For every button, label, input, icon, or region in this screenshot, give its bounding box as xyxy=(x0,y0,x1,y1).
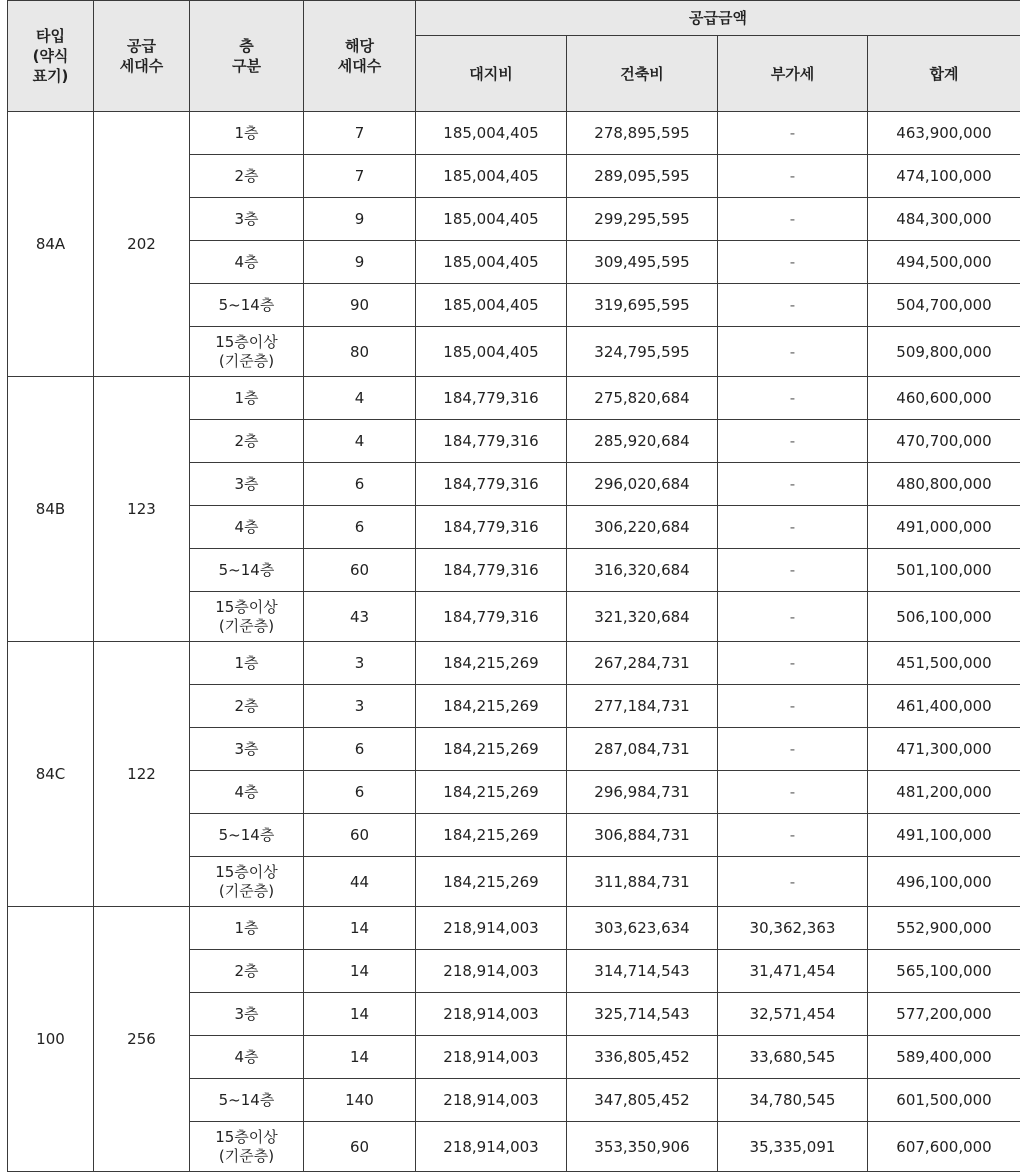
households-cell: 44 xyxy=(304,857,416,907)
floor-cell: 15층이상 (기준층) xyxy=(190,857,304,907)
building-cost-cell: 314,714,543 xyxy=(567,950,718,993)
land-cost-cell: 218,914,003 xyxy=(416,1036,567,1079)
table-row xyxy=(8,377,1020,420)
building-cost-cell: 311,884,731 xyxy=(567,857,718,907)
land-cost-cell: 218,914,003 xyxy=(416,1079,567,1122)
building-cost-cell: 325,714,543 xyxy=(567,993,718,1036)
building-cost-cell: 278,895,595 xyxy=(567,112,718,155)
vat-cell: - xyxy=(718,685,868,728)
households-cell: 14 xyxy=(304,950,416,993)
vat-cell: - xyxy=(718,642,868,685)
households-cell: 9 xyxy=(304,241,416,284)
vat-cell: - xyxy=(718,549,868,592)
households-cell: 6 xyxy=(304,771,416,814)
land-cost-cell: 184,215,269 xyxy=(416,685,567,728)
building-cost-cell: 347,805,452 xyxy=(567,1079,718,1122)
vat-cell: - xyxy=(718,198,868,241)
vat-cell: - xyxy=(718,506,868,549)
type-cell: 84C xyxy=(8,642,94,907)
floor-cell: 1층 xyxy=(190,907,304,950)
total-cell: 460,600,000 xyxy=(868,377,1020,420)
total-cell: 504,700,000 xyxy=(868,284,1020,327)
total-cell: 509,800,000 xyxy=(868,327,1020,377)
vat-cell: - xyxy=(718,420,868,463)
floor-cell: 2층 xyxy=(190,685,304,728)
floor-cell: 3층 xyxy=(190,993,304,1036)
floor-cell: 1층 xyxy=(190,642,304,685)
table-row xyxy=(8,112,1020,155)
building-cost-cell: 277,184,731 xyxy=(567,685,718,728)
households-cell: 14 xyxy=(304,1036,416,1079)
header-supply-households: 공급 세대수 xyxy=(94,1,190,112)
households-cell: 4 xyxy=(304,377,416,420)
households-cell: 90 xyxy=(304,284,416,327)
building-cost-cell: 287,084,731 xyxy=(567,728,718,771)
vat-cell: - xyxy=(718,241,868,284)
total-cell: 491,100,000 xyxy=(868,814,1020,857)
floor-cell: 5~14층 xyxy=(190,549,304,592)
land-cost-cell: 184,215,269 xyxy=(416,728,567,771)
land-cost-cell: 185,004,405 xyxy=(416,284,567,327)
households-cell: 3 xyxy=(304,642,416,685)
table-row xyxy=(8,907,1020,950)
total-cell: 494,500,000 xyxy=(868,241,1020,284)
households-cell: 9 xyxy=(304,198,416,241)
floor-cell: 3층 xyxy=(190,463,304,506)
households-cell: 6 xyxy=(304,506,416,549)
households-cell: 14 xyxy=(304,993,416,1036)
total-cell: 589,400,000 xyxy=(868,1036,1020,1079)
floor-cell: 15층이상 (기준층) xyxy=(190,327,304,377)
building-cost-cell: 306,220,684 xyxy=(567,506,718,549)
building-cost-cell: 285,920,684 xyxy=(567,420,718,463)
households-cell: 43 xyxy=(304,592,416,642)
building-cost-cell: 306,884,731 xyxy=(567,814,718,857)
table-row xyxy=(8,642,1020,685)
households-cell: 60 xyxy=(304,814,416,857)
total-cell: 480,800,000 xyxy=(868,463,1020,506)
households-cell: 60 xyxy=(304,1122,416,1172)
floor-cell: 4층 xyxy=(190,1036,304,1079)
total-cell: 471,300,000 xyxy=(868,728,1020,771)
table-header xyxy=(8,1,1020,112)
vat-cell: 32,571,454 xyxy=(718,993,868,1036)
total-cell: 484,300,000 xyxy=(868,198,1020,241)
total-cell: 607,600,000 xyxy=(868,1122,1020,1172)
vat-cell: - xyxy=(718,857,868,907)
households-cell: 14 xyxy=(304,907,416,950)
households-cell: 6 xyxy=(304,728,416,771)
vat-cell: 35,335,091 xyxy=(718,1122,868,1172)
households-cell: 3 xyxy=(304,685,416,728)
total-cell: 470,700,000 xyxy=(868,420,1020,463)
land-cost-cell: 218,914,003 xyxy=(416,950,567,993)
building-cost-cell: 336,805,452 xyxy=(567,1036,718,1079)
building-cost-cell: 353,350,906 xyxy=(567,1122,718,1172)
supply-households-cell: 123 xyxy=(94,377,190,642)
building-cost-cell: 319,695,595 xyxy=(567,284,718,327)
floor-cell: 3층 xyxy=(190,198,304,241)
land-cost-cell: 184,779,316 xyxy=(416,420,567,463)
vat-cell: 34,780,545 xyxy=(718,1079,868,1122)
floor-cell: 5~14층 xyxy=(190,814,304,857)
floor-cell: 4층 xyxy=(190,771,304,814)
land-cost-cell: 185,004,405 xyxy=(416,112,567,155)
vat-cell: - xyxy=(718,377,868,420)
vat-cell: - xyxy=(718,592,868,642)
floor-cell: 15층이상 (기준층) xyxy=(190,592,304,642)
supply-price-table xyxy=(7,0,1020,1172)
building-cost-cell: 299,295,595 xyxy=(567,198,718,241)
total-cell: 491,000,000 xyxy=(868,506,1020,549)
land-cost-cell: 184,215,269 xyxy=(416,814,567,857)
land-cost-cell: 184,779,316 xyxy=(416,592,567,642)
building-cost-cell: 289,095,595 xyxy=(567,155,718,198)
floor-cell: 4층 xyxy=(190,241,304,284)
floor-cell: 3층 xyxy=(190,728,304,771)
total-cell: 496,100,000 xyxy=(868,857,1020,907)
land-cost-cell: 185,004,405 xyxy=(416,327,567,377)
building-cost-cell: 267,284,731 xyxy=(567,642,718,685)
building-cost-cell: 316,320,684 xyxy=(567,549,718,592)
building-cost-cell: 275,820,684 xyxy=(567,377,718,420)
header-vat: 부가세 xyxy=(718,36,868,112)
vat-cell: 33,680,545 xyxy=(718,1036,868,1079)
floor-cell: 1층 xyxy=(190,112,304,155)
total-cell: 552,900,000 xyxy=(868,907,1020,950)
building-cost-cell: 296,020,684 xyxy=(567,463,718,506)
header-applicable-households: 해당 세대수 xyxy=(304,1,416,112)
households-cell: 6 xyxy=(304,463,416,506)
total-cell: 474,100,000 xyxy=(868,155,1020,198)
building-cost-cell: 324,795,595 xyxy=(567,327,718,377)
header-land: 대지비 xyxy=(416,36,567,112)
floor-cell: 4층 xyxy=(190,506,304,549)
land-cost-cell: 184,215,269 xyxy=(416,771,567,814)
table-body xyxy=(8,112,1020,1172)
vat-cell: - xyxy=(718,728,868,771)
land-cost-cell: 185,004,405 xyxy=(416,155,567,198)
land-cost-cell: 185,004,405 xyxy=(416,198,567,241)
vat-cell: 30,362,363 xyxy=(718,907,868,950)
total-cell: 506,100,000 xyxy=(868,592,1020,642)
vat-cell: 31,471,454 xyxy=(718,950,868,993)
building-cost-cell: 303,623,634 xyxy=(567,907,718,950)
building-cost-cell: 321,320,684 xyxy=(567,592,718,642)
floor-cell: 1층 xyxy=(190,377,304,420)
vat-cell: - xyxy=(718,771,868,814)
total-cell: 565,100,000 xyxy=(868,950,1020,993)
land-cost-cell: 184,215,269 xyxy=(416,642,567,685)
vat-cell: - xyxy=(718,112,868,155)
header-floor: 층 구분 xyxy=(190,1,304,112)
land-cost-cell: 218,914,003 xyxy=(416,907,567,950)
supply-households-cell: 202 xyxy=(94,112,190,377)
total-cell: 601,500,000 xyxy=(868,1079,1020,1122)
floor-cell: 5~14층 xyxy=(190,1079,304,1122)
households-cell: 7 xyxy=(304,112,416,155)
land-cost-cell: 218,914,003 xyxy=(416,993,567,1036)
households-cell: 4 xyxy=(304,420,416,463)
vat-cell: - xyxy=(718,814,868,857)
floor-cell: 2층 xyxy=(190,950,304,993)
floor-cell: 2층 xyxy=(190,420,304,463)
total-cell: 481,200,000 xyxy=(868,771,1020,814)
land-cost-cell: 184,779,316 xyxy=(416,377,567,420)
households-cell: 60 xyxy=(304,549,416,592)
vat-cell: - xyxy=(718,327,868,377)
land-cost-cell: 184,779,316 xyxy=(416,549,567,592)
land-cost-cell: 184,779,316 xyxy=(416,506,567,549)
header-supply-amount: 공급금액 xyxy=(416,1,1020,36)
type-cell: 84A xyxy=(8,112,94,377)
land-cost-cell: 184,215,269 xyxy=(416,857,567,907)
total-cell: 451,500,000 xyxy=(868,642,1020,685)
floor-cell: 2층 xyxy=(190,155,304,198)
households-cell: 80 xyxy=(304,327,416,377)
land-cost-cell: 184,779,316 xyxy=(416,463,567,506)
header-building: 건축비 xyxy=(567,36,718,112)
households-cell: 7 xyxy=(304,155,416,198)
total-cell: 577,200,000 xyxy=(868,993,1020,1036)
total-cell: 461,400,000 xyxy=(868,685,1020,728)
land-cost-cell: 218,914,003 xyxy=(416,1122,567,1172)
households-cell: 140 xyxy=(304,1079,416,1122)
type-cell: 84B xyxy=(8,377,94,642)
total-cell: 501,100,000 xyxy=(868,549,1020,592)
building-cost-cell: 296,984,731 xyxy=(567,771,718,814)
vat-cell: - xyxy=(718,284,868,327)
land-cost-cell: 185,004,405 xyxy=(416,241,567,284)
building-cost-cell: 309,495,595 xyxy=(567,241,718,284)
floor-cell: 5~14층 xyxy=(190,284,304,327)
floor-cell: 15층이상 (기준층) xyxy=(190,1122,304,1172)
vat-cell: - xyxy=(718,463,868,506)
supply-households-cell: 122 xyxy=(94,642,190,907)
total-cell: 463,900,000 xyxy=(868,112,1020,155)
header-type: 타입 (약식 표기) xyxy=(8,1,94,112)
header-total: 합계 xyxy=(868,36,1020,112)
vat-cell: - xyxy=(718,155,868,198)
supply-households-cell: 256 xyxy=(94,907,190,1172)
type-cell: 100 xyxy=(8,907,94,1172)
